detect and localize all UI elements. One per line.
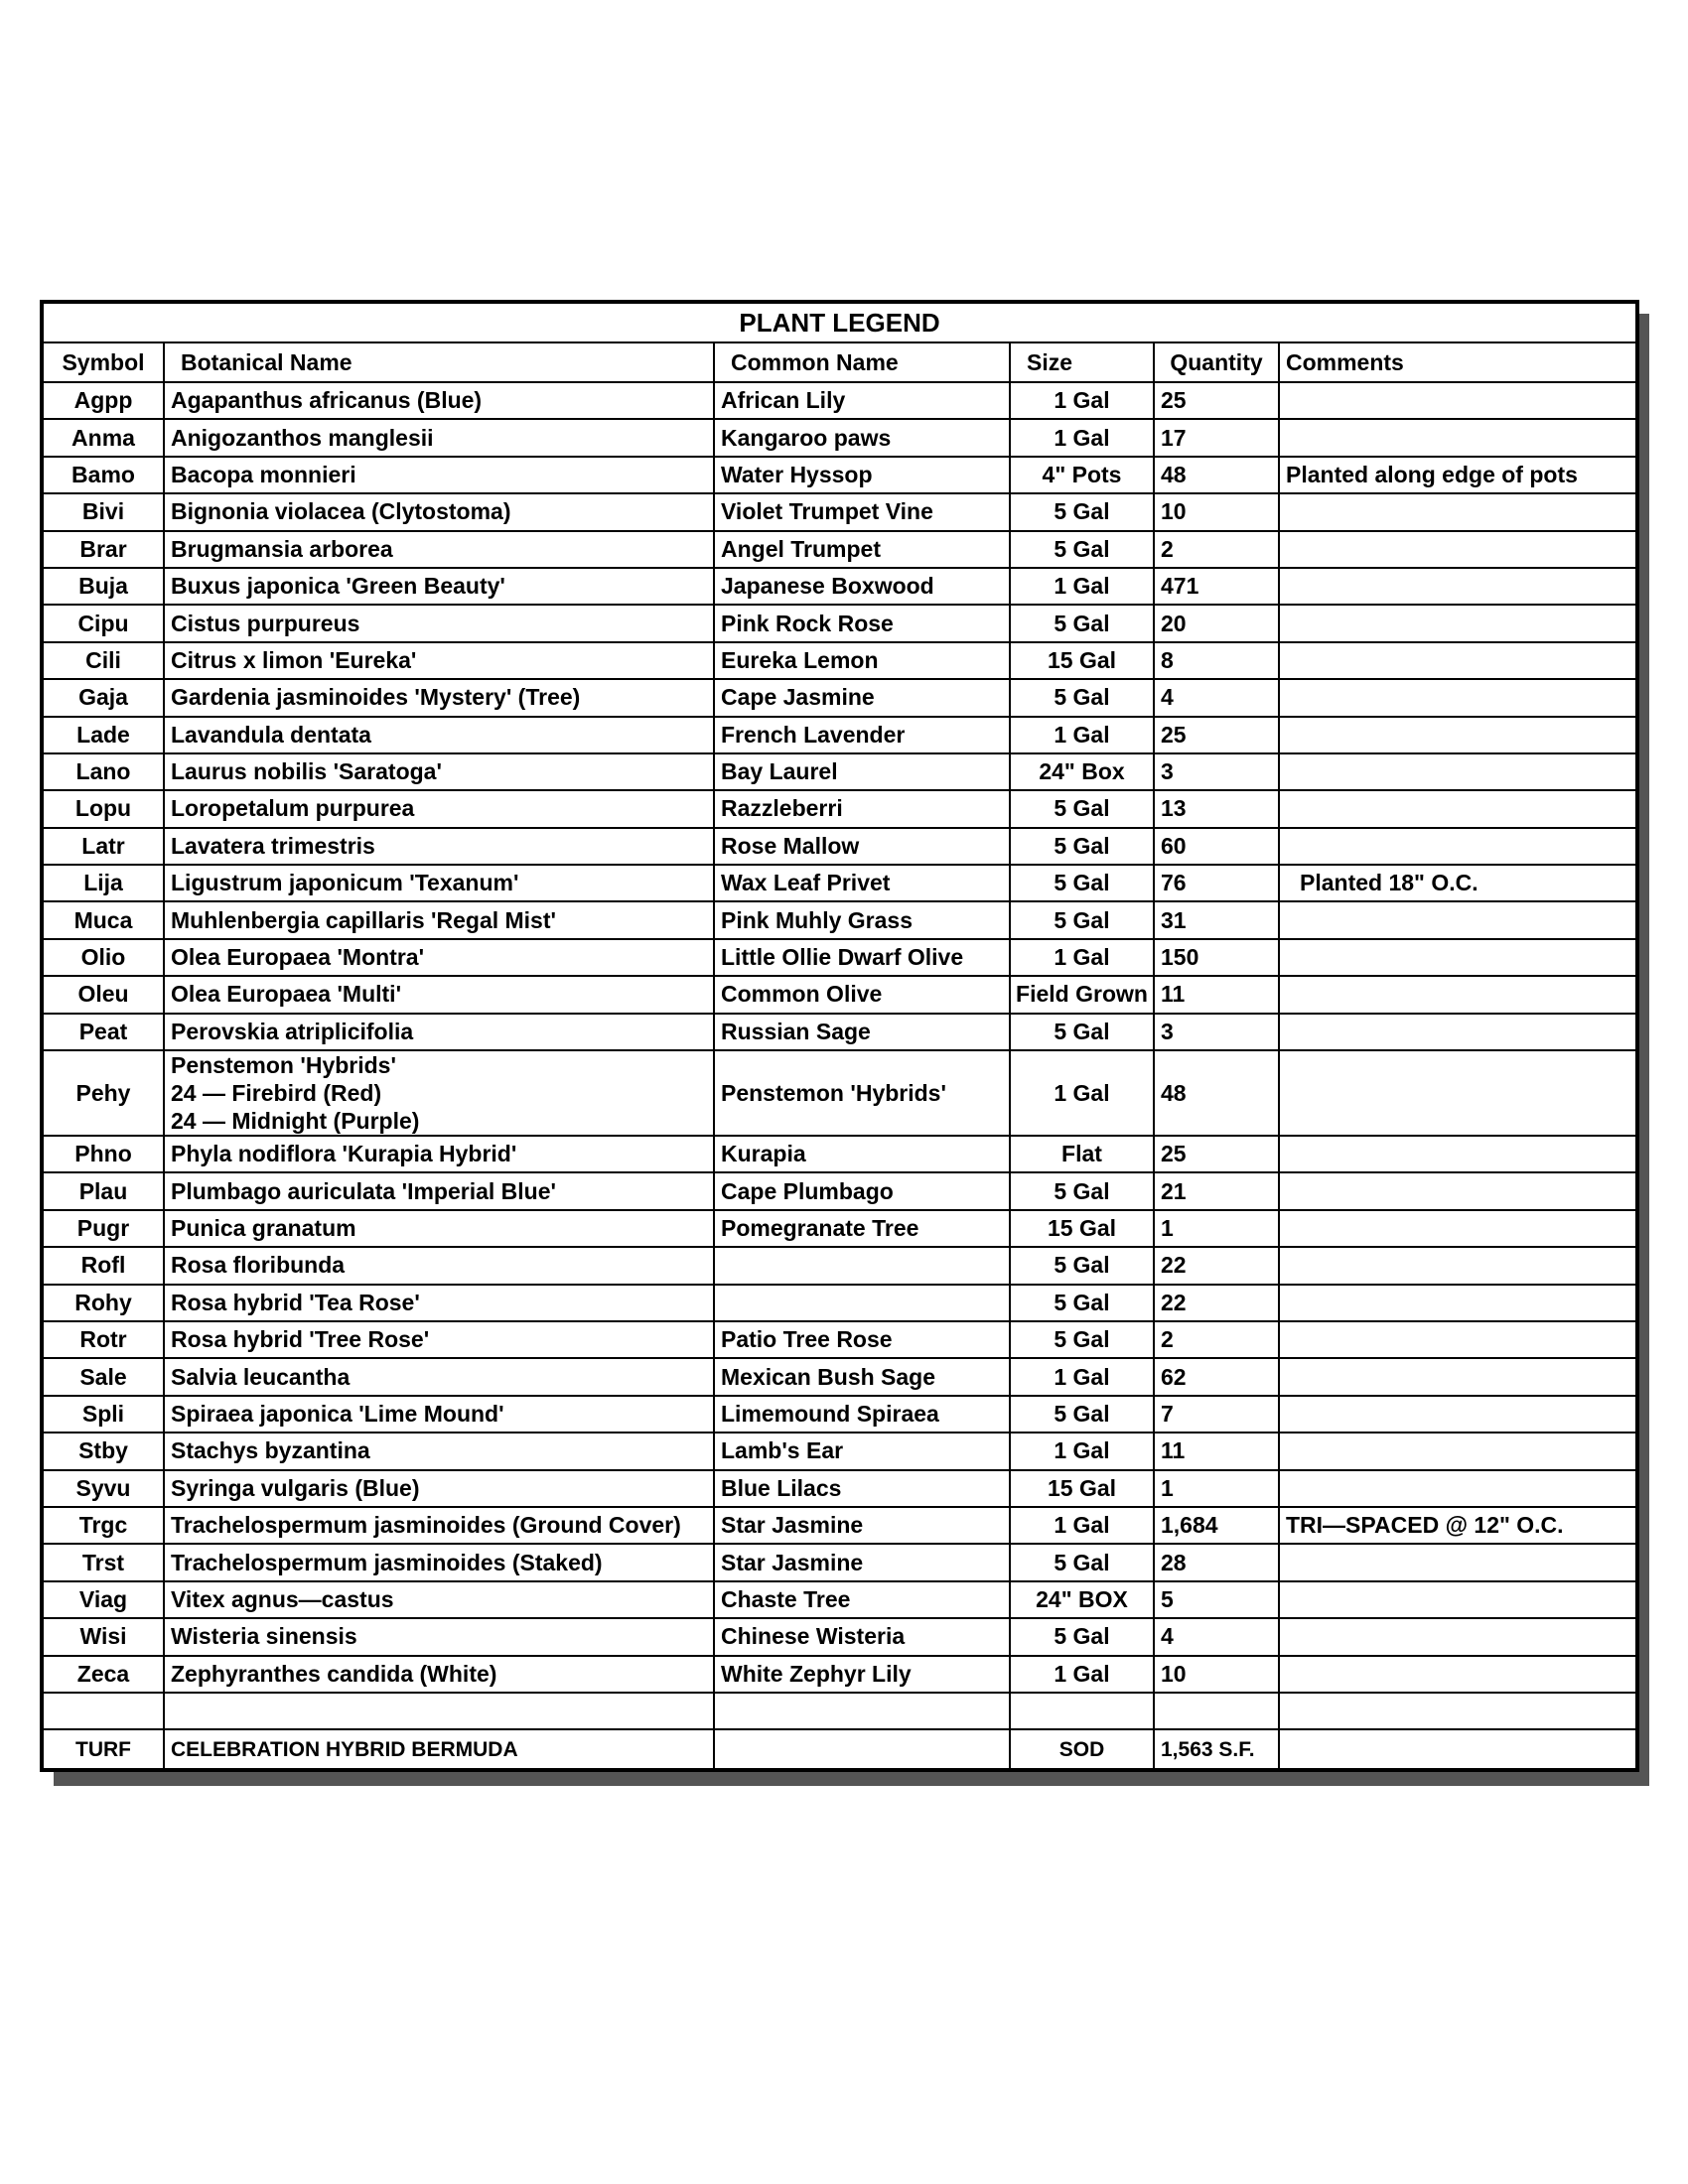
botanical-name-cell: Brugmansia arborea	[164, 531, 714, 568]
comments-cell	[1279, 1358, 1637, 1395]
symbol-cell: Zeca	[42, 1656, 164, 1693]
botanical-name-cell: Muhlenbergia capillaris 'Regal Mist'	[164, 901, 714, 938]
quantity-cell: 11	[1154, 1433, 1279, 1469]
comments-cell	[1279, 976, 1637, 1013]
common-name-cell: Pink Rock Rose	[714, 605, 1010, 641]
common-name-cell: African Lily	[714, 382, 1010, 419]
comments-cell	[1279, 1210, 1637, 1247]
symbol-cell: Muca	[42, 901, 164, 938]
common-name-cell: Common Olive	[714, 976, 1010, 1013]
common-name-cell: Cape Jasmine	[714, 679, 1010, 716]
quantity-cell: 2	[1154, 531, 1279, 568]
common-name-cell: Chinese Wisteria	[714, 1618, 1010, 1655]
common-name-cell: Razzleberri	[714, 790, 1010, 827]
symbol-cell: Rohy	[42, 1285, 164, 1321]
comments-cell	[1279, 1247, 1637, 1284]
table-row	[42, 1247, 1637, 1284]
common-name-cell: Lamb's Ear	[714, 1433, 1010, 1469]
symbol-cell: Rotr	[42, 1321, 164, 1358]
size-cell: 5 Gal	[1010, 1247, 1154, 1284]
size-cell: 5 Gal	[1010, 493, 1154, 530]
quantity-cell: 4	[1154, 1618, 1279, 1655]
comments-cell	[1279, 1581, 1637, 1618]
table-row	[42, 790, 1637, 827]
botanical-name-cell: Laurus nobilis 'Saratoga'	[164, 753, 714, 790]
turf-row	[42, 1729, 1637, 1770]
comments-cell	[1279, 1656, 1637, 1693]
table-row	[42, 901, 1637, 938]
table-row	[42, 605, 1637, 641]
quantity-cell: 10	[1154, 493, 1279, 530]
botanical-name-cell: Bacopa monnieri	[164, 457, 714, 493]
size-cell: 1 Gal	[1010, 568, 1154, 605]
common-name-cell	[714, 1247, 1010, 1284]
quantity-cell: 60	[1154, 828, 1279, 865]
comments-cell	[1279, 1321, 1637, 1358]
botanical-name-cell: Plumbago auriculata 'Imperial Blue'	[164, 1172, 714, 1209]
table-row	[42, 1321, 1637, 1358]
table-row	[42, 976, 1637, 1013]
comments-cell	[1279, 1172, 1637, 1209]
size-cell: Flat	[1010, 1136, 1154, 1172]
symbol-cell: Lano	[42, 753, 164, 790]
comments-cell	[1279, 1396, 1637, 1433]
comments-cell	[1279, 828, 1637, 865]
symbol-cell: Latr	[42, 828, 164, 865]
size-cell: 5 Gal	[1010, 1014, 1154, 1050]
common-name-cell: Violet Trumpet Vine	[714, 493, 1010, 530]
botanical-name-cell: Punica granatum	[164, 1210, 714, 1247]
symbol-cell: Trgc	[42, 1507, 164, 1544]
table-row	[42, 1050, 1637, 1136]
size-cell: 5 Gal	[1010, 1285, 1154, 1321]
common-name-cell: Kurapia	[714, 1136, 1010, 1172]
table-row	[42, 1014, 1637, 1050]
size-cell: 15 Gal	[1010, 1470, 1154, 1507]
common-name-cell: White Zephyr Lily	[714, 1656, 1010, 1693]
table-row	[42, 382, 1637, 419]
symbol-cell: Pehy	[42, 1050, 164, 1136]
common-name-cell: Rose Mallow	[714, 828, 1010, 865]
botanical-name-cell: Salvia leucantha	[164, 1358, 714, 1395]
botanical-name-cell: Lavandula dentata	[164, 717, 714, 753]
quantity-cell: 76	[1154, 865, 1279, 901]
table-row	[42, 1581, 1637, 1618]
symbol-cell: Lija	[42, 865, 164, 901]
size-cell: 1 Gal	[1010, 382, 1154, 419]
quantity-cell: 3	[1154, 753, 1279, 790]
comments-cell	[1279, 679, 1637, 716]
botanical-name-cell: Loropetalum purpurea	[164, 790, 714, 827]
size-cell: 1 Gal	[1010, 419, 1154, 456]
botanical-name-cell: Ligustrum japonicum 'Texanum'	[164, 865, 714, 901]
quantity-cell: 25	[1154, 717, 1279, 753]
comments-cell	[1279, 790, 1637, 827]
table-row	[42, 642, 1637, 679]
symbol-cell: Oleu	[42, 976, 164, 1013]
quantity-cell: 31	[1154, 901, 1279, 938]
comments-cell	[1279, 642, 1637, 679]
comments-cell	[1279, 1136, 1637, 1172]
size-cell: 5 Gal	[1010, 1544, 1154, 1580]
symbol-cell: Bamo	[42, 457, 164, 493]
size-cell: 1 Gal	[1010, 1433, 1154, 1469]
header-common-name: Common Name	[714, 342, 1010, 382]
size-cell: 5 Gal	[1010, 1396, 1154, 1433]
size-cell: 24" BOX	[1010, 1581, 1154, 1618]
comments-cell	[1279, 901, 1637, 938]
symbol-cell: Brar	[42, 531, 164, 568]
symbol-cell: Cipu	[42, 605, 164, 641]
table-row	[42, 717, 1637, 753]
size-cell: 5 Gal	[1010, 1172, 1154, 1209]
size-cell: 5 Gal	[1010, 901, 1154, 938]
comments-cell	[1279, 605, 1637, 641]
botanical-name-cell: Rosa hybrid 'Tea Rose'	[164, 1285, 714, 1321]
symbol-cell: Phno	[42, 1136, 164, 1172]
common-name-cell: French Lavender	[714, 717, 1010, 753]
symbol-cell: Bivi	[42, 493, 164, 530]
size-cell: 5 Gal	[1010, 790, 1154, 827]
botanical-name-cell: Rosa floribunda	[164, 1247, 714, 1284]
botanical-name-cell: CELEBRATION HYBRID BERMUDA	[164, 1729, 714, 1770]
table-row	[42, 679, 1637, 716]
quantity-cell: 11	[1154, 976, 1279, 1013]
quantity-cell: 20	[1154, 605, 1279, 641]
symbol-cell: Spli	[42, 1396, 164, 1433]
botanical-name-cell: Syringa vulgaris (Blue)	[164, 1470, 714, 1507]
table-row	[42, 1210, 1637, 1247]
header-row	[42, 342, 1637, 382]
common-name-cell: Russian Sage	[714, 1014, 1010, 1050]
common-name-cell: Star Jasmine	[714, 1544, 1010, 1580]
header-size: Size	[1010, 342, 1154, 382]
symbol-cell: Wisi	[42, 1618, 164, 1655]
quantity-cell: 1	[1154, 1210, 1279, 1247]
symbol-cell: Sale	[42, 1358, 164, 1395]
symbol-cell: Agpp	[42, 382, 164, 419]
size-cell: 1 Gal	[1010, 717, 1154, 753]
quantity-cell: 2	[1154, 1321, 1279, 1358]
quantity-cell: 13	[1154, 790, 1279, 827]
botanical-name-cell	[164, 1050, 714, 1136]
botanical-name-line: 24 — Firebird (Red)	[171, 1080, 382, 1107]
common-name-cell: Bay Laurel	[714, 753, 1010, 790]
symbol-cell: Cili	[42, 642, 164, 679]
comments-cell	[1279, 1544, 1637, 1580]
botanical-name-line: 24 — Midnight (Purple)	[171, 1108, 420, 1135]
header-botanical-name: Botanical Name	[164, 342, 714, 382]
table-row	[42, 531, 1637, 568]
botanical-name-cell: Lavatera trimestris	[164, 828, 714, 865]
symbol-cell: Viag	[42, 1581, 164, 1618]
table-row	[42, 1433, 1637, 1469]
size-cell: 24" Box	[1010, 753, 1154, 790]
header-comments: Comments	[1279, 342, 1637, 382]
table-row	[42, 1507, 1637, 1544]
botanical-name-cell: Spiraea japonica 'Lime Mound'	[164, 1396, 714, 1433]
quantity-cell: 1	[1154, 1470, 1279, 1507]
comments-cell	[1279, 1050, 1637, 1136]
size-cell: 5 Gal	[1010, 1321, 1154, 1358]
table-row	[42, 865, 1637, 901]
symbol-cell: Gaja	[42, 679, 164, 716]
table-row	[42, 939, 1637, 976]
botanical-name-cell: Wisteria sinensis	[164, 1618, 714, 1655]
table-row	[42, 1618, 1637, 1655]
common-name-cell	[714, 1285, 1010, 1321]
comments-cell: Planted along edge of pots	[1279, 457, 1637, 493]
table-row	[42, 493, 1637, 530]
symbol-cell: Syvu	[42, 1470, 164, 1507]
comments-cell	[1279, 1014, 1637, 1050]
quantity-cell: 48	[1154, 457, 1279, 493]
table-row	[42, 1544, 1637, 1580]
botanical-name-cell: Olea Europaea 'Montra'	[164, 939, 714, 976]
common-name-cell: Blue Lilacs	[714, 1470, 1010, 1507]
size-cell: Field Grown	[1010, 976, 1154, 1013]
size-cell: 5 Gal	[1010, 605, 1154, 641]
size-cell: 5 Gal	[1010, 865, 1154, 901]
common-name-cell: Little Ollie Dwarf Olive	[714, 939, 1010, 976]
common-name-cell: Penstemon 'Hybrids'	[714, 1050, 1010, 1136]
common-name-cell: Wax Leaf Privet	[714, 865, 1010, 901]
botanical-name-cell: Perovskia atriplicifolia	[164, 1014, 714, 1050]
botanical-name-cell: Trachelospermum jasminoides (Ground Cover)	[164, 1507, 714, 1544]
symbol-cell: Lopu	[42, 790, 164, 827]
common-name-cell: Star Jasmine	[714, 1507, 1010, 1544]
quantity-cell: 22	[1154, 1285, 1279, 1321]
common-name-cell: Angel Trumpet	[714, 531, 1010, 568]
quantity-cell: 21	[1154, 1172, 1279, 1209]
table-row	[42, 1172, 1637, 1209]
quantity-cell: 1,563 S.F.	[1154, 1729, 1279, 1770]
size-cell: SOD	[1010, 1729, 1154, 1770]
comments-cell	[1279, 1470, 1637, 1507]
comments-cell	[1279, 531, 1637, 568]
quantity-cell: 10	[1154, 1656, 1279, 1693]
botanical-name-cell: Stachys byzantina	[164, 1433, 714, 1469]
size-cell: 1 Gal	[1010, 1507, 1154, 1544]
symbol-cell: Pugr	[42, 1210, 164, 1247]
size-cell: 15 Gal	[1010, 1210, 1154, 1247]
quantity-cell: 48	[1154, 1050, 1279, 1136]
symbol-cell: Lade	[42, 717, 164, 753]
common-name-cell	[714, 1729, 1010, 1770]
size-cell: 1 Gal	[1010, 939, 1154, 976]
quantity-cell: 25	[1154, 382, 1279, 419]
symbol-cell: Peat	[42, 1014, 164, 1050]
comments-cell	[1279, 1729, 1637, 1770]
botanical-name-cell: Rosa hybrid 'Tree Rose'	[164, 1321, 714, 1358]
common-name-cell: Water Hyssop	[714, 457, 1010, 493]
botanical-name-cell: Gardenia jasminoides 'Mystery' (Tree)	[164, 679, 714, 716]
common-name-cell: Cape Plumbago	[714, 1172, 1010, 1209]
quantity-cell: 22	[1154, 1247, 1279, 1284]
empty-row	[42, 1693, 1637, 1729]
table-row	[42, 828, 1637, 865]
comments-cell	[1279, 753, 1637, 790]
size-cell: 1 Gal	[1010, 1656, 1154, 1693]
table-row	[42, 753, 1637, 790]
botanical-name-cell: Buxus japonica 'Green Beauty'	[164, 568, 714, 605]
size-cell: 5 Gal	[1010, 1618, 1154, 1655]
common-name-cell: Kangaroo paws	[714, 419, 1010, 456]
table-row	[42, 568, 1637, 605]
symbol-cell: Trst	[42, 1544, 164, 1580]
plant-legend-table	[40, 300, 1639, 1772]
comments-cell	[1279, 1285, 1637, 1321]
common-name-cell: Chaste Tree	[714, 1581, 1010, 1618]
quantity-cell: 17	[1154, 419, 1279, 456]
botanical-name-cell: Anigozanthos manglesii	[164, 419, 714, 456]
quantity-cell: 28	[1154, 1544, 1279, 1580]
table-row	[42, 1136, 1637, 1172]
symbol-cell: Olio	[42, 939, 164, 976]
table-row	[42, 419, 1637, 456]
size-cell: 5 Gal	[1010, 679, 1154, 716]
common-name-cell: Eureka Lemon	[714, 642, 1010, 679]
comments-cell	[1279, 493, 1637, 530]
common-name-cell: Mexican Bush Sage	[714, 1358, 1010, 1395]
table-row	[42, 1285, 1637, 1321]
common-name-cell: Pink Muhly Grass	[714, 901, 1010, 938]
botanical-name-line: Penstemon 'Hybrids'	[171, 1052, 396, 1079]
comments-cell	[1279, 717, 1637, 753]
quantity-cell: 8	[1154, 642, 1279, 679]
size-cell: 1 Gal	[1010, 1358, 1154, 1395]
quantity-cell: 150	[1154, 939, 1279, 976]
botanical-name-cell: Olea Europaea 'Multi'	[164, 976, 714, 1013]
botanical-name-cell: Agapanthus africanus (Blue)	[164, 382, 714, 419]
botanical-name-cell: Zephyranthes candida (White)	[164, 1656, 714, 1693]
botanical-name-cell: Citrus x limon 'Eureka'	[164, 642, 714, 679]
comments-cell	[1279, 568, 1637, 605]
size-cell: 1 Gal	[1010, 1050, 1154, 1136]
botanical-name-cell: Bignonia violacea (Clytostoma)	[164, 493, 714, 530]
comments-cell	[1279, 382, 1637, 419]
symbol-cell: TURF	[42, 1729, 164, 1770]
quantity-cell: 1,684	[1154, 1507, 1279, 1544]
comments-cell: TRI—SPACED @ 12" O.C.	[1279, 1507, 1637, 1544]
symbol-cell: Buja	[42, 568, 164, 605]
quantity-cell: 4	[1154, 679, 1279, 716]
botanical-name-cell: Cistus purpureus	[164, 605, 714, 641]
table-row	[42, 1656, 1637, 1693]
botanical-name-cell: Phyla nodiflora 'Kurapia Hybrid'	[164, 1136, 714, 1172]
table-row	[42, 457, 1637, 493]
size-cell: 4" Pots	[1010, 457, 1154, 493]
quantity-cell: 7	[1154, 1396, 1279, 1433]
table-row	[42, 1470, 1637, 1507]
header-symbol: Symbol	[42, 342, 164, 382]
comments-cell	[1279, 939, 1637, 976]
botanical-name-cell: Vitex agnus—castus	[164, 1581, 714, 1618]
size-cell: 15 Gal	[1010, 642, 1154, 679]
common-name-cell: Patio Tree Rose	[714, 1321, 1010, 1358]
comments-cell	[1279, 1618, 1637, 1655]
comments-cell	[1279, 1433, 1637, 1469]
table-row	[42, 1396, 1637, 1433]
comments-cell: Planted 18" O.C.	[1279, 865, 1637, 901]
symbol-cell: Plau	[42, 1172, 164, 1209]
symbol-cell: Rofl	[42, 1247, 164, 1284]
table-row	[42, 1358, 1637, 1395]
common-name-cell: Japanese Boxwood	[714, 568, 1010, 605]
comments-cell	[1279, 419, 1637, 456]
quantity-cell: 471	[1154, 568, 1279, 605]
quantity-cell: 25	[1154, 1136, 1279, 1172]
header-quantity: Quantity	[1154, 342, 1279, 382]
quantity-cell: 3	[1154, 1014, 1279, 1050]
quantity-cell: 5	[1154, 1581, 1279, 1618]
botanical-name-cell: Trachelospermum jasminoides (Staked)	[164, 1544, 714, 1580]
symbol-cell: Stby	[42, 1433, 164, 1469]
quantity-cell: 62	[1154, 1358, 1279, 1395]
common-name-cell: Pomegranate Tree	[714, 1210, 1010, 1247]
symbol-cell: Anma	[42, 419, 164, 456]
plant-legend	[40, 300, 1635, 1772]
common-name-cell: Limemound Spiraea	[714, 1396, 1010, 1433]
size-cell: 5 Gal	[1010, 531, 1154, 568]
size-cell: 5 Gal	[1010, 828, 1154, 865]
legend-title: PLANT LEGEND	[42, 302, 1637, 342]
